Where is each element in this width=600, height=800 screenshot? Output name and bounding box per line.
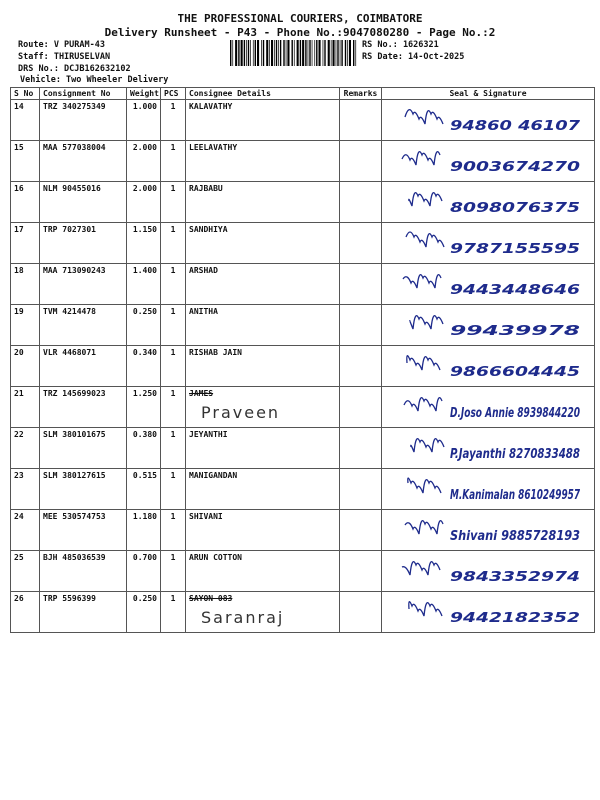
signature-phone: 94860 46107 <box>450 119 582 134</box>
rs-no-label: RS No.: 1626321 <box>362 40 439 50</box>
row-consignee <box>186 305 340 346</box>
runsheet-title: Delivery Runsheet - P43 - Phone No.:9047080280 - Page No.:2 <box>104 26 496 39</box>
row-pcs: 1 <box>161 592 186 633</box>
row-sno: 26 <box>11 592 40 633</box>
row-remarks <box>340 305 382 346</box>
signature-phone: 8098076375 <box>450 201 580 216</box>
row-consignee <box>186 141 340 182</box>
row-remarks <box>340 346 382 387</box>
row-sno: 16 <box>11 182 40 223</box>
consignee-name: SHIVANI <box>189 512 223 521</box>
row-weight: 1.150 <box>127 223 161 264</box>
col-remarks: Remarks <box>340 88 382 100</box>
table-row <box>11 305 595 346</box>
signature-phone: M.Kanimalan 8610249957 <box>450 488 581 503</box>
table-row <box>11 100 595 141</box>
row-pcs: 1 <box>161 100 186 141</box>
handwritten-consignee-name: Praveen <box>201 403 281 422</box>
row-consignment-no: MAA 713090243 <box>40 264 127 305</box>
table-header-row <box>11 88 595 100</box>
signature-scribble <box>382 346 588 386</box>
row-pcs: 1 <box>161 264 186 305</box>
signature-scribble <box>382 223 588 263</box>
consignee-name: JEYANTHI <box>189 430 228 439</box>
signature-phone: 9866604445 <box>450 365 580 380</box>
row-weight: 1.250 <box>127 387 161 428</box>
table-row <box>11 264 595 305</box>
row-weight: 0.380 <box>127 428 161 469</box>
row-pcs: 1 <box>161 182 186 223</box>
consignee-name: ANITHA <box>189 307 218 316</box>
row-seal-signature <box>382 346 595 387</box>
row-weight: 0.250 <box>127 592 161 633</box>
row-pcs: 1 <box>161 223 186 264</box>
consignee-name: RISHAB JAIN <box>189 348 242 357</box>
row-weight: 0.515 <box>127 469 161 510</box>
col-consignment: Consignment No <box>40 88 127 100</box>
row-remarks <box>340 100 382 141</box>
signature-scribble <box>382 592 588 632</box>
handwritten-consignee-name: Saranraj <box>201 608 285 627</box>
row-consignee <box>186 592 340 633</box>
row-consignee <box>186 510 340 551</box>
row-consignee <box>186 428 340 469</box>
row-seal-signature <box>382 469 595 510</box>
consignee-name: KALAVATHY <box>189 102 233 111</box>
row-consignee <box>186 551 340 592</box>
row-pcs: 1 <box>161 387 186 428</box>
company-title: THE PROFESSIONAL COURIERS, COIMBATORE <box>177 12 423 25</box>
row-seal-signature <box>382 305 595 346</box>
row-pcs: 1 <box>161 346 186 387</box>
row-consignment-no: SLM 380101675 <box>40 428 127 469</box>
signature-scribble <box>382 305 588 345</box>
signature-scribble <box>382 182 588 222</box>
row-remarks <box>340 510 382 551</box>
table-row <box>11 346 595 387</box>
table-row <box>11 592 595 633</box>
consignee-name: RAJBABU <box>189 184 223 193</box>
rs-date-label: RS Date: 14-Oct-2025 <box>362 52 465 62</box>
signature-scribble <box>382 264 588 304</box>
row-weight: 0.700 <box>127 551 161 592</box>
row-consignee <box>186 264 340 305</box>
row-sno: 18 <box>11 264 40 305</box>
row-seal-signature <box>382 223 595 264</box>
row-weight: 2.000 <box>127 141 161 182</box>
table-row <box>11 510 595 551</box>
row-consignment-no: TVM 4214478 <box>40 305 127 346</box>
row-weight: 1.180 <box>127 510 161 551</box>
row-remarks <box>340 182 382 223</box>
col-sno: S No <box>11 88 40 100</box>
row-consignment-no: MAA 577038004 <box>40 141 127 182</box>
row-consignment-no: NLM 90455016 <box>40 182 127 223</box>
row-pcs: 1 <box>161 510 186 551</box>
table-row <box>11 469 595 510</box>
signature-phone: 9787155595 <box>450 242 580 257</box>
staff-label: Staff: THIRUSELVAN <box>18 52 111 62</box>
row-weight: 1.000 <box>127 100 161 141</box>
row-pcs: 1 <box>161 551 186 592</box>
signature-phone: D.Joso Annie 8939844220 <box>450 406 580 421</box>
row-pcs: 1 <box>161 428 186 469</box>
row-seal-signature <box>382 510 595 551</box>
row-seal-signature <box>382 551 595 592</box>
row-sno: 21 <box>11 387 40 428</box>
route-label: Route: V PURAM-43 <box>18 40 105 50</box>
row-consignment-no: VLR 4468071 <box>40 346 127 387</box>
row-remarks <box>340 469 382 510</box>
signature-phone: 9442182352 <box>450 611 580 626</box>
row-remarks <box>340 428 382 469</box>
row-sno: 19 <box>11 305 40 346</box>
row-remarks <box>340 264 382 305</box>
consignee-name: JAMES <box>189 389 214 398</box>
vehicle-label: Vehicle: Two Wheeler Delivery <box>20 75 169 85</box>
signature-scribble <box>382 551 588 591</box>
signature-phone: 9003674270 <box>450 160 580 175</box>
row-consignment-no: BJH 485036539 <box>40 551 127 592</box>
row-consignment-no: MEE 530574753 <box>40 510 127 551</box>
col-weight: Weight <box>127 88 161 100</box>
table-row <box>11 551 595 592</box>
row-remarks <box>340 592 382 633</box>
row-weight: 1.400 <box>127 264 161 305</box>
row-consignee <box>186 387 340 428</box>
signature-phone: Shivani 9885728193 <box>450 529 580 544</box>
signature-phone: 99439978 <box>450 324 580 339</box>
row-consignment-no: TRZ 340275349 <box>40 100 127 141</box>
row-seal-signature <box>382 428 595 469</box>
table-row <box>11 141 595 182</box>
table-row <box>11 387 595 428</box>
signature-scribble <box>382 141 588 181</box>
row-seal-signature <box>382 141 595 182</box>
row-sno: 14 <box>11 100 40 141</box>
signature-scribble <box>382 510 588 550</box>
consignee-name: LEELAVATHY <box>189 143 238 152</box>
signature-phone: P.Jayanthi 8270833488 <box>450 447 580 462</box>
drs-label: DRS No.: DCJB162632102 <box>18 64 131 74</box>
row-seal-signature <box>382 100 595 141</box>
row-sno: 22 <box>11 428 40 469</box>
consignee-name: SAYON 083 <box>189 594 233 603</box>
col-consignee: Consignee Details <box>186 88 340 100</box>
consignee-name: SANDHIYA <box>189 225 228 234</box>
row-remarks <box>340 551 382 592</box>
row-weight: 0.340 <box>127 346 161 387</box>
row-consignee <box>186 346 340 387</box>
row-consignment-no: TRP 5596399 <box>40 592 127 633</box>
row-sno: 17 <box>11 223 40 264</box>
consignee-name: MANIGANDAN <box>189 471 238 480</box>
row-seal-signature <box>382 264 595 305</box>
consignee-name: ARUN COTTON <box>189 553 242 562</box>
table-row <box>11 223 595 264</box>
row-weight: 2.000 <box>127 182 161 223</box>
row-sno: 24 <box>11 510 40 551</box>
row-consignee <box>186 182 340 223</box>
signature-phone: 9843352974 <box>450 570 580 585</box>
row-seal-signature <box>382 387 595 428</box>
runsheet-table <box>10 87 595 633</box>
row-remarks <box>340 141 382 182</box>
signature-scribble <box>382 100 588 140</box>
row-remarks <box>340 223 382 264</box>
barcode-image <box>230 40 358 66</box>
table-row <box>11 182 595 223</box>
row-consignment-no: TRZ 145699023 <box>40 387 127 428</box>
row-consignment-no: SLM 380127615 <box>40 469 127 510</box>
row-weight: 0.250 <box>127 305 161 346</box>
col-pcs: PCS <box>161 88 186 100</box>
signature-scribble <box>382 469 588 509</box>
row-consignee <box>186 223 340 264</box>
row-sno: 23 <box>11 469 40 510</box>
row-sno: 25 <box>11 551 40 592</box>
row-sno: 20 <box>11 346 40 387</box>
row-seal-signature <box>382 182 595 223</box>
consignee-name: ARSHAD <box>189 266 218 275</box>
row-pcs: 1 <box>161 469 186 510</box>
signature-scribble <box>382 428 588 468</box>
row-seal-signature <box>382 592 595 633</box>
col-seal-signature: Seal & Signature <box>382 88 595 100</box>
row-remarks <box>340 387 382 428</box>
row-consignment-no: TRP 7027301 <box>40 223 127 264</box>
row-sno: 15 <box>11 141 40 182</box>
signature-scribble <box>382 387 588 427</box>
signature-phone: 9443448646 <box>450 283 580 298</box>
table-row <box>11 428 595 469</box>
row-pcs: 1 <box>161 141 186 182</box>
row-pcs: 1 <box>161 305 186 346</box>
row-consignee <box>186 469 340 510</box>
row-consignee <box>186 100 340 141</box>
